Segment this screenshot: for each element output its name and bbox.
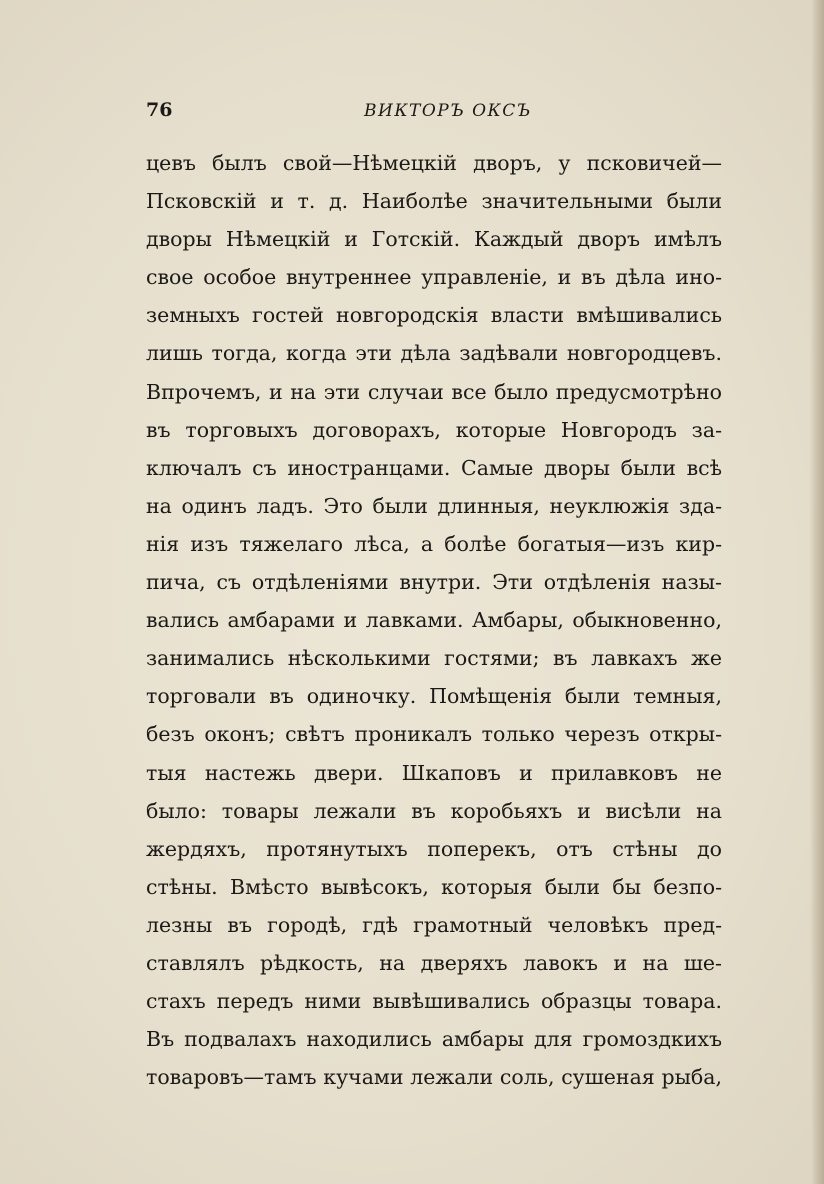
text-line: тыя настежь двери. Шкаповъ и прилавковъ не xyxy=(146,760,722,785)
text-line: лишь тогда, когда эти дѣла задѣвали новгородцевъ. xyxy=(146,341,722,366)
text-line: безъ оконъ; свѣтъ проникалъ только черезъ откры- xyxy=(146,722,722,747)
text-line: ключалъ съ иностранцами. Самые дворы были всѣ xyxy=(146,455,722,480)
text-line: вались амбарами и лавками. Амбары, обыкновенно, xyxy=(146,608,722,633)
text-line: цевъ былъ свой—Нѣмецкій дворъ, у псковичей— xyxy=(146,151,722,175)
text-line: земныхъ гостей новгородскія власти вмѣшивались xyxy=(146,303,722,328)
running-title: ВИКТОРЪ ОКСЪ xyxy=(364,101,532,121)
text-line: товаровъ—тамъ кучами лежали соль, сушеная рыба, xyxy=(146,1065,722,1090)
text-line: дворы Нѣмецкій и Готскій. Каждый дворъ имѣлъ xyxy=(146,227,722,252)
page-number: 76 xyxy=(146,99,173,121)
text-line: въ торговыхъ договорахъ, которые Новгородъ за- xyxy=(146,417,722,442)
text-line: стахъ передъ ними вывѣшивались образцы товара. xyxy=(146,989,722,1014)
page-header xyxy=(146,99,722,125)
text-line: занимались нѣсколькими гостями; въ лавкахъ же xyxy=(146,646,722,671)
text-line: свое особое внутреннее управленіе, и въ дѣла ино- xyxy=(146,265,722,290)
text-line: Впрочемъ, и на эти случаи все было предусмотрѣно xyxy=(146,379,722,404)
text-line: Псковскій и т. д. Наиболѣе значительными были xyxy=(146,189,722,214)
text-line: торговали въ одиночку. Помѣщенія были темныя, xyxy=(146,684,722,709)
text-line: ставлялъ рѣдкость, на дверяхъ лавокъ и на ше- xyxy=(146,950,722,975)
page-edge-shadow xyxy=(810,0,824,1184)
text-line: Въ подвалахъ находились амбары для громоздкихъ xyxy=(146,1027,722,1052)
text-line: на одинъ ладъ. Это были длинныя, неуклюжія зда- xyxy=(146,493,722,518)
text-line: стѣны. Вмѣсто вывѣсокъ, которыя были бы безпо- xyxy=(146,874,722,899)
text-line: жердяхъ, протянутыхъ поперекъ, отъ стѣны до xyxy=(146,836,722,861)
text-line: было: товары лежали въ коробьяхъ и висѣли на xyxy=(146,798,722,823)
text-line: пича, съ отдѣленіями внутри. Эти отдѣленія назы- xyxy=(146,570,722,595)
body-text xyxy=(146,144,722,1096)
text-line: нія изъ тяжелаго лѣса, а болѣе богатыя—изъ кир- xyxy=(146,531,722,556)
text-line: лезны въ городѣ, гдѣ грамотный человѣкъ пред- xyxy=(146,912,722,937)
